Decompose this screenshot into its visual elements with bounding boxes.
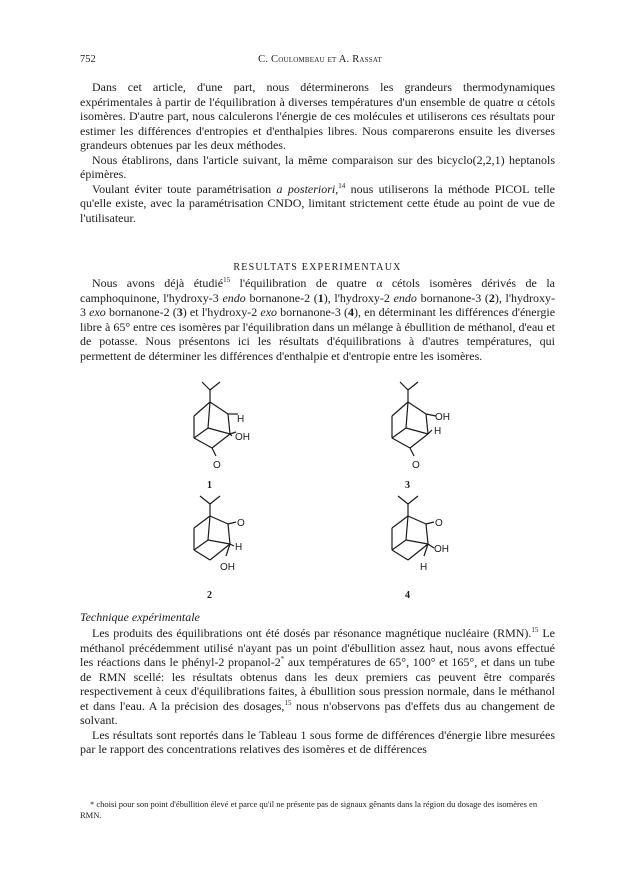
text-run: ), en déterminant les différences d'énergie libre à 65° entre ces isomères par l'équilibration dans un mélange à ébullition de méthanol, d'eau et de potasse. Nous présentons ici les résultats d'équilibrations à d'autres températures, qui permettent de déterminer les différences d'enthalpie et d'entropie entre les isomères. [80,305,556,363]
intro-paragraph-3 [80,182,555,226]
text-run: Le méthanol précédemment utilisé n'ayant pas un point d'ébullition assez haut, nous avons effectué les réactions dans le phényl-2 propanol-2 [80,626,555,669]
text-run: ), l'hydroxy-3 [80,290,556,319]
structure-2-h: H [235,542,243,553]
text-run: Les produits des équilibrations ont été dosés par résonance magnétique nucléaire (RMN). [92,626,532,640]
intro-text [80,80,555,225]
compound-ref: 3 [176,305,183,319]
subsection-heading: Technique expérimentale [80,610,200,624]
structure-1-o: O [213,460,221,471]
text-run: bornanone-2 ( [245,290,318,305]
section-heading: RESULTATS EXPERIMENTAUX [233,262,402,273]
text-run: ) et l'hydroxy-2 [182,305,261,319]
text-run: nous utiliserons la méthode PICOL telle qu'elle existe, avec la paramétrisation CNDO, limitant strictement cette étude au point de vue de l'utilisateur. [80,181,556,225]
structure-1 [180,372,270,491]
running-head: C. Coulombeau et A. Rassat [258,54,382,65]
intro-paragraph-2: Nous établirons, dans l'article suivant, la même comparaison sur des bicyclo(2,2,1) heptanols épimères. [80,152,555,181]
structure-1-oh: OH [235,432,250,443]
reference-superscript: 15 [284,698,292,707]
structure-3-oh: OH [435,412,450,423]
text-run: ), l'hydroxy-2 [323,290,394,305]
reference-superscript: 15 [223,276,231,284]
italic-run: endo [393,290,417,305]
structure-3-o: O [412,460,420,471]
structure-3-h: H [434,426,442,437]
technique-paragraph-2: Les résultats sont reportés dans le Tableau 1 sous forme de différences d'énergie libre mesurées par le rapport des concentrations relatives des isomères et de différences [80,727,555,756]
structure-4-o: O [435,518,443,529]
compound-ref: 1 [317,290,324,305]
text-run: nous n'observons pas d'effets dus au changement de solvant. [80,698,555,727]
structure-2 [180,492,270,601]
structure-2-label: 2 [207,590,212,601]
text-run: Voulant éviter toute paramétrisation [92,181,277,196]
italic-run: exo [260,305,278,319]
results-text [80,276,555,363]
structure-3 [378,372,468,491]
structure-4-drawing [378,492,468,592]
page-number: 752 [80,54,96,65]
structure-2-oh: OH [220,562,235,573]
italic-run: exo [89,305,106,319]
results-paragraph [80,276,555,363]
text-run: bornanone-2 ( [105,305,177,319]
structure-2-o: O [237,518,245,529]
structure-1-drawing [180,372,270,477]
compound-ref: 4 [347,305,354,319]
text-run: bornanone-3 ( [416,290,489,305]
intro-paragraph-1: Dans cet article, d'une part, nous déterminerons les grandeurs thermodynamiques expérimentales à partir de l'équilibration à diverses températures d'un ensemble de quatre α cétols isomères. D'autre part, nous calculerons l'énergie de ces molécules et utiliserons ces résultats pour estimer les différences d'entropies et d'enthalpies libres. Nous comparerons ensuite les diverses grandeurs obtenues par les deux méthodes. [80,80,555,152]
text-run: Nous avons déjà étudié [92,276,224,290]
structure-4-oh: OH [434,544,449,555]
footnote-text: * choisi pour son point d'ébullition élevé et parce qu'il ne présente pas de signaux gênants dans la région du dosage des isomères en RMN. [80,799,538,820]
technique-paragraph-1 [80,626,555,728]
footnote-marker: * [280,655,285,663]
italic-run: endo [222,290,246,305]
footnote [80,799,555,821]
structure-4 [378,492,468,601]
reference-superscript: 15 [531,626,539,634]
structure-4-label: 4 [405,590,410,601]
text-run: bornanone-3 ( [277,305,348,319]
structure-4-h: H [420,562,428,573]
structure-1-label: 1 [207,480,212,491]
compound-ref: 2 [488,290,495,305]
technique-text [80,626,555,757]
reference-superscript: 14 [338,181,346,190]
structure-3-drawing [378,372,468,477]
text-run: aux températures de 65°, 100° et 165°, et dans un tube de RMN scellé: les résultats obtenus dans les deux premiers cas peuvent être comparés respectivement à ceux d'équilibrations faites, à ébullition sous pression normale, dans le méthanol et dans l'eau. A la précision des dosages, [80,655,555,713]
italic-run: a posteriori, [276,181,339,196]
structure-3-label: 3 [405,480,410,491]
text-run: l'équilibration de quatre α cétols isomères dérivés de la camphoquinone, l'hydroxy-3 [80,276,556,305]
structure-2-drawing [180,492,270,592]
page-header [80,54,560,68]
structure-1-h: H [237,414,245,425]
